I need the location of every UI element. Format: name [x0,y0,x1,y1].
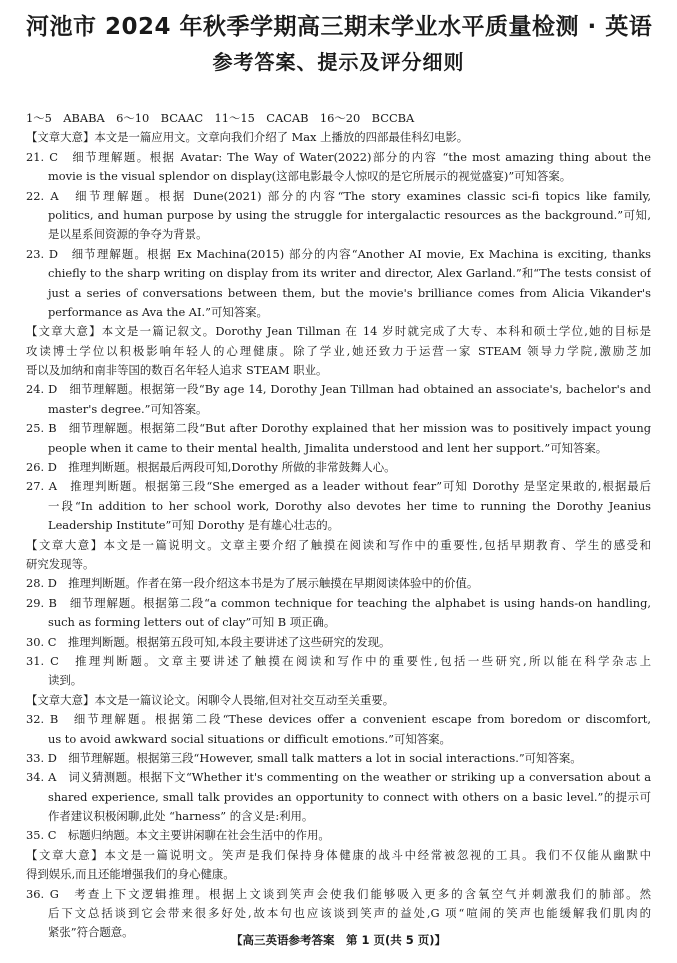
text-line: 33. D 细节理解题。根据第三段“However, small talk matters a lot in social interactions.”可知答案。 [26,750,582,765]
text-line: 32. B 细节理解题。根据第二段“These devices offer a convenient escape from boredom or discomfort, [26,712,651,727]
text-line: 30. C 推理判断题。根据第五段可知,本段主要讲述了这些研究的发现。 [26,634,391,649]
text-line: people when it came to their mental health, Jimalita understood and lent her support.”可知答案。 [48,440,608,455]
text-line: 21. C 细节理解题。根据 Avatar: The Way of Water(2022)部分的内容 “the most amazing thing about the [26,149,651,164]
text-line: 一段“In addition to her school work, Dorothy also devotes her time to running the Dorothy Jeanius [48,498,651,513]
text-line: politics, and human purpose by using the struggle for intergalactic resources as the background.”可知, [48,207,651,222]
text-line: 是以星系间资源的争夺为背景。 [48,227,208,242]
text-line: 研究发现等。 [26,556,95,571]
text-line: 27. A 推理判断题。根据第三段“She emerged as a leader without fear”可知 Dorothy 是坚定果敢的,根据最后 [26,479,651,494]
text-line: 26. D 推理判断题。根据最后两段可知,Dorothy 所做的非常鼓舞人心。 [26,460,396,475]
text-line: 34. A 词义猜测题。根据下文“Whether it's commenting on the weather or striking up a conversation about a [26,770,651,785]
text-line: 29. B 细节理解题。根据第二段“a common technique for teaching the alphabet is using hands-on handling, [26,595,651,610]
text-line: 攻读博士学位以积极影响年轻人的心理健康。除了学业,她还致力于运营一家 STEAM 领导力学院,激励芝加 [26,343,651,358]
text-line: 【文章大意】本文是一篇应用文。文章向我们介绍了 Max 上播放的四部最佳科幻电影。 [26,130,469,145]
text-line: 35. C 标题归纳题。本文主要讲闲聊在社会生活中的作用。 [26,828,330,843]
answer-body [26,109,651,943]
text-line: us to avoid awkward social situations or difficult emotions.”可知答案。 [48,731,451,746]
text-line: such as forming letters out of clay”可知 B 项正确。 [48,615,336,630]
text-line: movie is the visual splendor on display(这部电影最令人惊叹的是它所展示的视觉盛宴)”可知答案。 [48,169,572,184]
text-line: 25. B 细节理解题。根据第二段“But after Dorothy explained that her mission was to positively impact young [26,421,651,436]
text-line: 36. G 考查上下文逻辑推理。根据上文谈到笑声会使我们能够吸入更多的含氧空气并刺激我们的肺部。然 [26,886,651,901]
page-footer: 【高三英语参考答案 第 1 页(共 5 页)】 [230,933,447,947]
page-title: 河池市 2024 年秋季学期高三期末学业水平质量检测 · 英语 [26,14,653,40]
text-line: 得到娱乐,而且还能增强我们的身心健康。 [26,867,235,882]
text-line: master's degree.”可知答案。 [48,401,208,416]
text-line: 22. A 细节理解题。根据 Dune(2021) 部分的内容“The story examines classic sci-fi topics like family, [26,188,651,203]
text-line: 哥以及加纳和南非等国的数百名年轻人追求 STEAM 职业。 [26,363,328,378]
text-line: 【文章大意】本文是一篇议论文。闲聊令人畏缩,但对社交互动至关重要。 [26,692,395,707]
text-line: Leadership Institute”可知 Dorothy 是有雄心壮志的。 [48,518,340,533]
text-line: 后下文总括谈到它会带来很多好处,故本句也应该谈到笑声的益处,G 项“喧闹的笑声也能缓解我们肌肉的 [48,906,651,921]
text-line: 【文章大意】本文是一篇说明文。笑声是我们保持身体健康的战斗中经常被忽视的工具。我们不仅能从幽默中 [26,847,651,862]
text-line: 23. D 细节理解题。根据 Ex Machina(2015) 部分的内容“Another AI movie, Ex Machina is exciting, thanks [26,246,651,261]
text-line: 24. D 细节理解题。根据第一段“By age 14, Dorothy Jean Tillman had obtained an associate's, bachelor's and [26,382,651,397]
text-line: 1～5 ABABA 6～10 BCAAC 11～15 CACAB 16～20 BCCBA [26,111,415,125]
text-line: 紧张”符合题意。 [48,925,134,940]
text-line: 28. D 推理判断题。作者在第一段介绍这本书是为了展示触摸在早期阅读体验中的价值。 [26,576,479,591]
page-subtitle: 参考答案、提示及评分细则 [212,50,465,74]
text-line: 【文章大意】本文是一篇记叙文。Dorothy Jean Tillman 在 14 岁时就完成了大专、本科和硕士学位,她的目标是 [26,324,651,339]
text-line: shared experience, small talk provides an opportunity to connect with others on a basic level.”的提示可 [48,789,651,804]
text-line: 【文章大意】本文是一篇说明文。文章主要介绍了触摸在阅读和写作中的重要性,包括早期教育、学生的感受和 [26,537,651,552]
text-line: performance as Ava the AI.”可知答案。 [48,304,268,319]
text-line: 读到。 [48,673,83,688]
text-line: 作者建议积极闲聊,此处 “harness” 的含义是:利用。 [48,809,314,824]
text-line: 31. C 推理判断题。文章主要讲述了触摸在阅读和写作中的重要性,包括一些研究,所以能在科学杂志上 [26,653,651,668]
text-line: chiefly to the sharp writing on display from its writer and director, Alex Garland.”和“The tests consist of [48,266,651,281]
text-line: just a series of conversations between them, but the movie's brilliance comes from Alicia Vikander's [48,285,651,300]
